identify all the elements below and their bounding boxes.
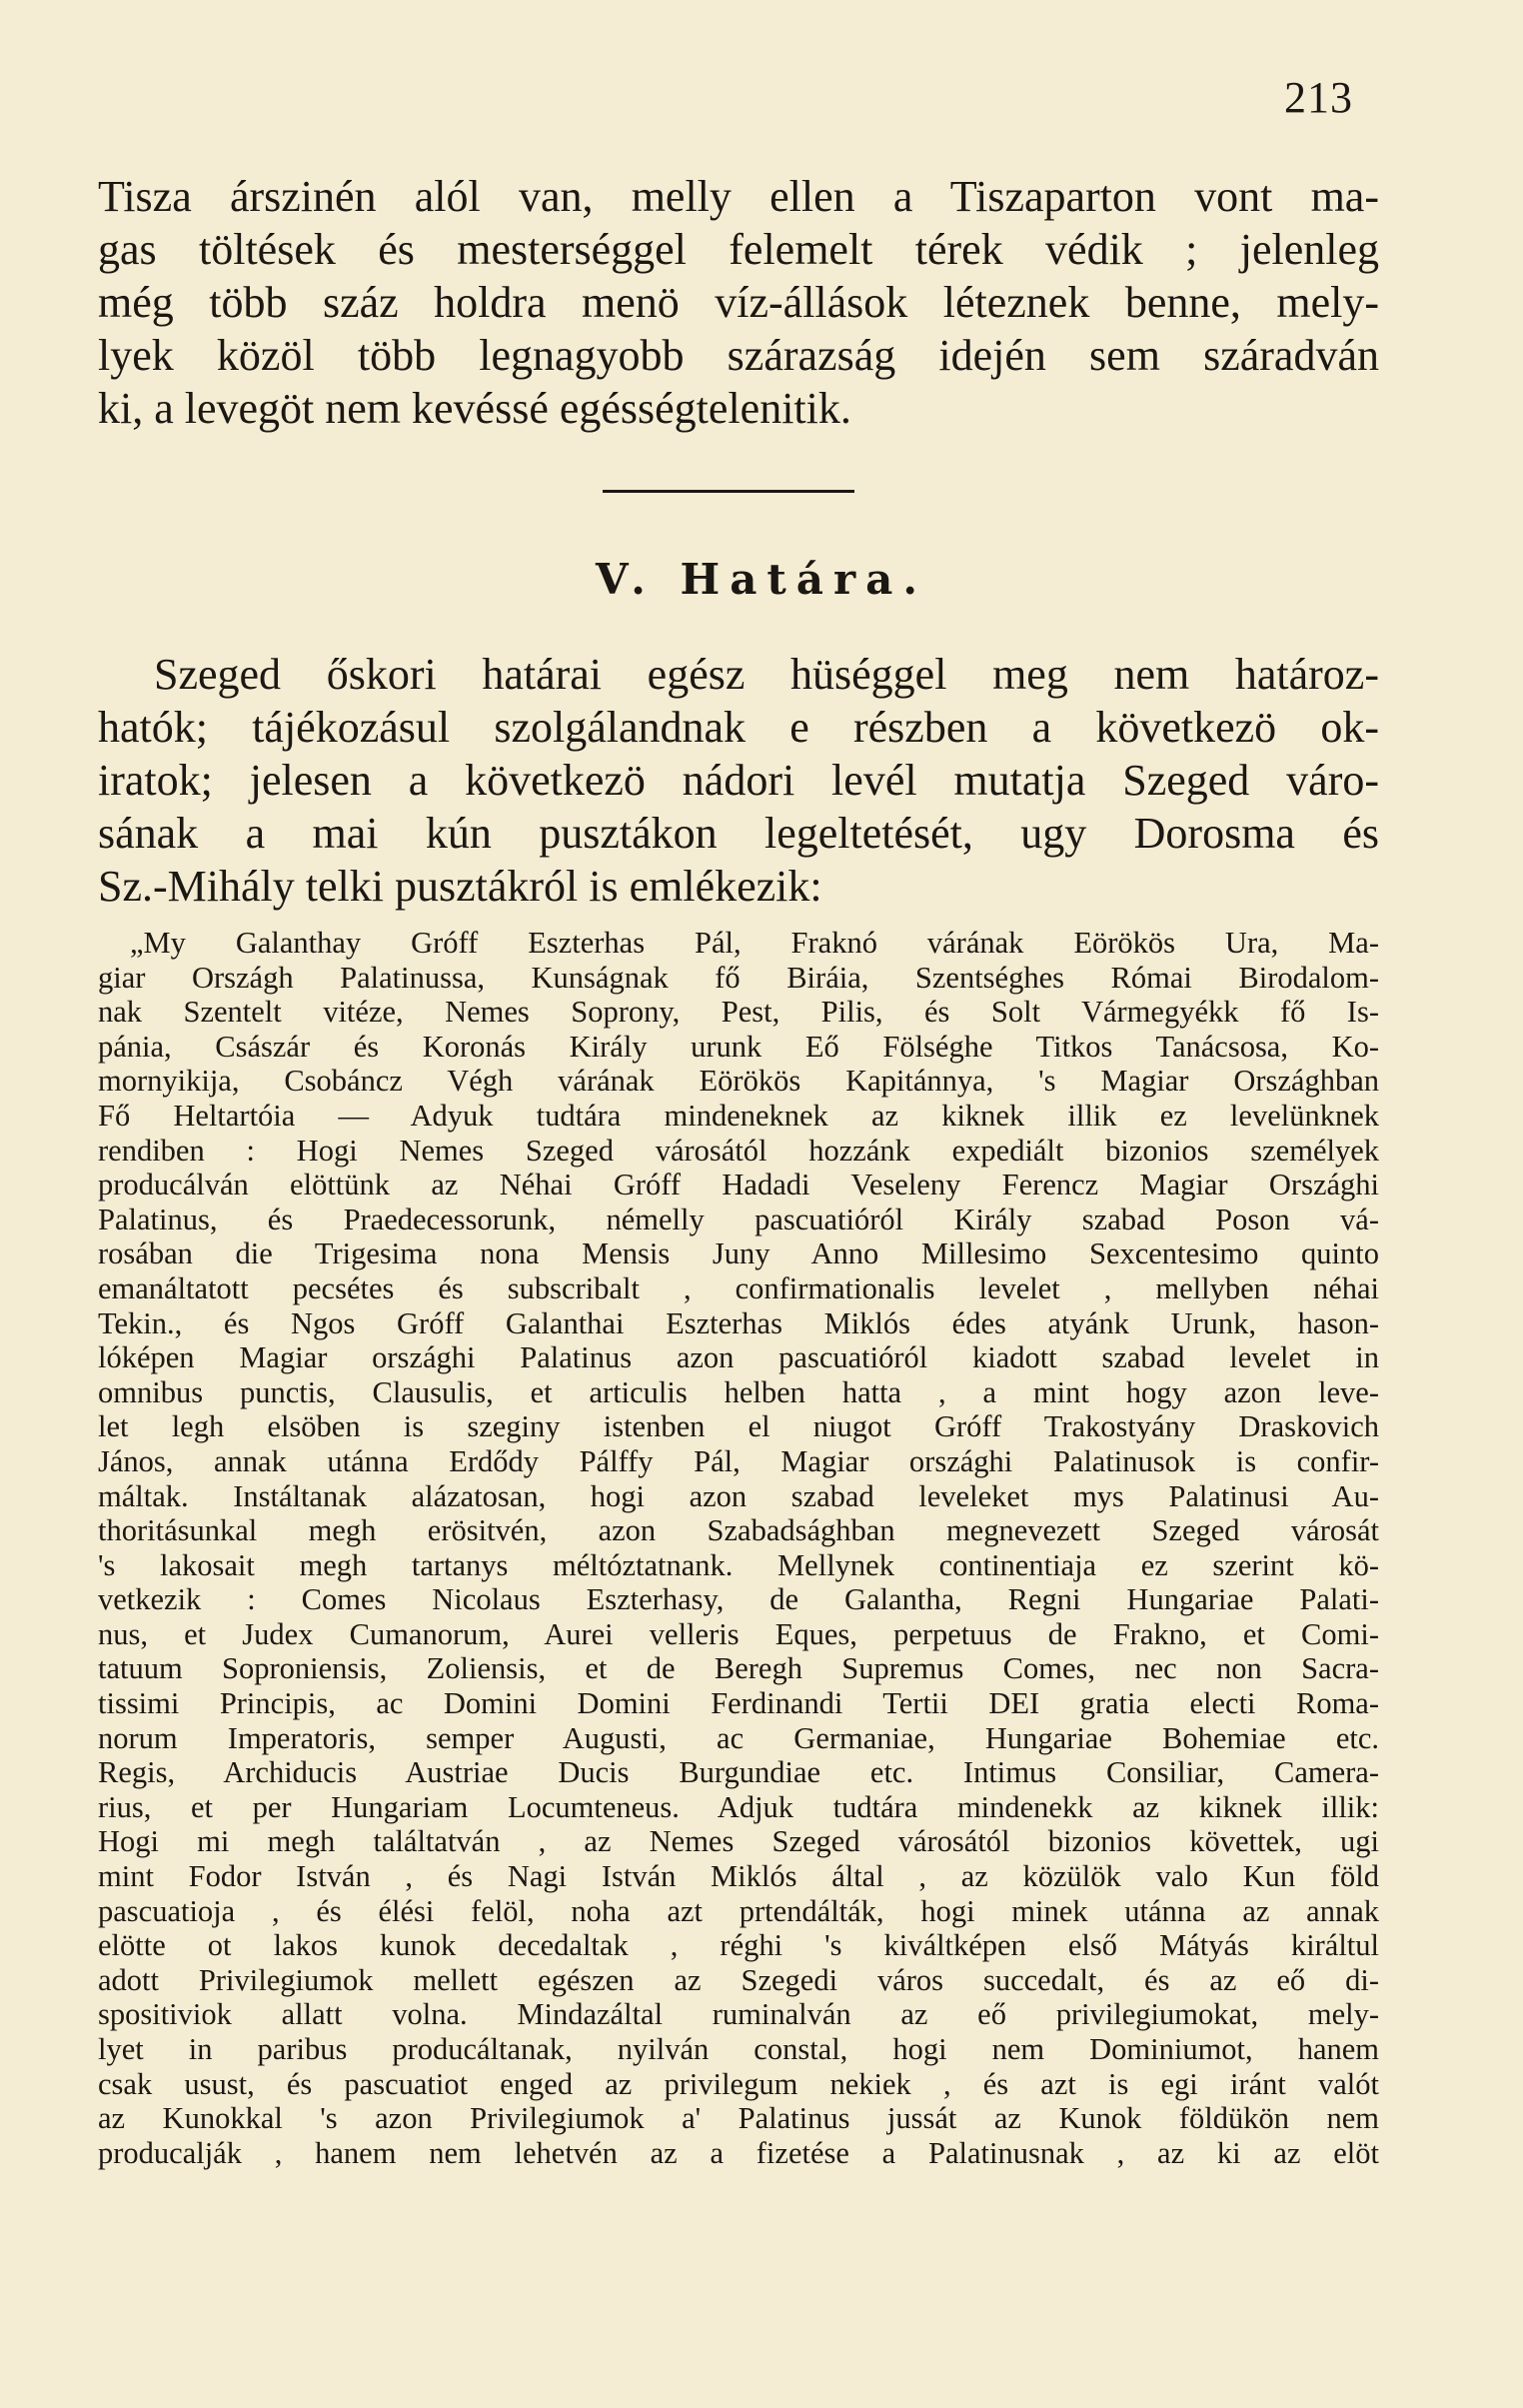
quoted-letter-line: rendiben : Hogi Nemes Szeged városától hozzánk expediált bizonios személyek [98, 1133, 1379, 1168]
quoted-letter-line: emanáltatott pecsétes és subscribalt , confirmationalis levelet , mellyben néhai [98, 1270, 1379, 1305]
quoted-letter-line: giar Országh Palatinussa, Kunságnak fő Biráia, Szentséghes Római Birodalom- [98, 960, 1379, 995]
quoted-letter-line: az Kunokkal 's azon Privilegiumok a' Palatinus jussát az Kunok földükön nem [98, 2101, 1379, 2136]
paragraph-2-line: hatók; tájékozásul szolgálandnak e részben a következö ok- [98, 703, 1379, 752]
quoted-letter-line: spositiviok allatt volna. Mindazáltal ruminalván az eő privilegiumokat, mely- [98, 1997, 1379, 2032]
paragraph-1-line: gas töltések és mesterséggel felemelt térek védik ; jelenleg [98, 225, 1379, 274]
quoted-letter-line: norum Imperatoris, semper Augusti, ac Germaniae, Hungariae Bohemiae etc. [98, 1720, 1379, 1755]
quoted-letter-line: „My Galanthay Gróff Eszterhas Pál, Fraknó várának Eörökös Ura, Ma- [130, 926, 1379, 960]
paragraph-1 [98, 170, 1379, 435]
quoted-letter-line: rius, et per Hungariam Locumteneus. Adjuk tudtára mindenekk az kiknek illik: [98, 1789, 1379, 1824]
quoted-letter-line: let legh elsöben is szeginy istenben el niugot Gróff Trakostyány Draskovich [98, 1409, 1379, 1444]
quoted-letter-line: nak Szentelt vitéze, Nemes Soprony, Pest, Pilis, és Solt Vármegyékk fő Is- [98, 995, 1379, 1030]
paragraph-2-line: Sz.-Mihály telki pusztákról is emlékezik: [98, 862, 822, 911]
quoted-letter-line: vetkezik : Comes Nicolaus Eszterhasy, de Galantha, Regni Hungariae Palati- [98, 1582, 1379, 1617]
quoted-letter-line: Palatinus, és Praedecessorunk, némelly pascuatióról Király szabad Poson vá- [98, 1202, 1379, 1236]
quoted-letter-line: 's lakosait megh tartanys méltóztatnank. Mellynek continentiaja ez szerint kö- [98, 1547, 1379, 1582]
paragraph-1-line: lyek közöl több legnagyobb szárazság idején sem száradván [98, 331, 1379, 380]
quoted-letter-line: elötte ot lakos kunok decedaltak , réghi 's kiváltképen első Mátyás királtul [98, 1928, 1379, 1963]
quoted-letter-line: nus, et Judex Cumanorum, Aurei velleris Eques, perpetuus de Frakno, et Comi- [98, 1616, 1379, 1651]
quoted-letter-line: mornyikija, Csobáncz Végh várának Eörökös Kapitánnya, 's Magiar Országhban [98, 1064, 1379, 1099]
paragraph-2-line: iratok; jelesen a következö nádori levél mutatja Szeged váro- [98, 756, 1379, 805]
section-divider-rule [603, 490, 854, 493]
quoted-letter-line: lyet in paribus producáltanak, nyilván constal, hogi nem Dominiumot, hanem [98, 2032, 1379, 2066]
paragraph-2-line: Szeged őskori határai egész hüséggel meg nem határoz- [154, 650, 1379, 699]
paragraph-1-line: Tisza árszinén alól van, melly ellen a Tiszaparton vont ma- [98, 172, 1379, 221]
quoted-letter-line: producálván elöttünk az Néhai Gróff Hadadi Veseleny Ferencz Magiar Országhi [98, 1168, 1379, 1203]
quoted-letter-line: adott Privilegiumok mellett egészen az Szegedi város succedalt, és az eő di- [98, 1962, 1379, 1997]
paragraph-1-line: ki, a levegöt nem kevéssé egésségtelenitik. [98, 384, 851, 433]
quoted-letter-line: máltak. Instáltanak alázatosan, hogi azon szabad leveleket mys Palatinusi Au- [98, 1478, 1379, 1513]
paragraph-2-line: sának a mai kún pusztákon legeltetését, ugy Dorosma és [98, 809, 1379, 858]
quoted-letter-line: pánia, Császár és Koronás Király urunk Eő Fölséghe Titkos Tanácsosa, Ko- [98, 1029, 1379, 1064]
quoted-letter-line: thoritásunkal megh erösitvén, azon Szabadsághban megnevezett Szeged városát [98, 1513, 1379, 1548]
quoted-letter-line: Tekin., és Ngos Gróff Galanthai Eszterhas Miklós édes atyánk Urunk, hason- [98, 1305, 1379, 1340]
paragraph-1-line: még több száz holdra menö víz-állások léteznek benne, mely- [98, 278, 1379, 327]
quoted-letter-line: omnibus punctis, Clausulis, et articulis helben hatta , a mint hogy azon leve- [98, 1374, 1379, 1409]
quoted-letter-line: pascuatioja , és élési felöl, noha azt prtendálták, hogi minek utánna az annak [98, 1893, 1379, 1928]
quoted-letter-line: tatuum Soproniensis, Zoliensis, et de Beregh Supremus Comes, nec non Sacra- [98, 1651, 1379, 1686]
page-number: 213 [1284, 73, 1353, 122]
quoted-letter-line: tissimi Principis, ac Domini Domini Ferdinandi Tertii DEI gratia electi Roma- [98, 1686, 1379, 1721]
quoted-letter-line: rosában die Trigesima nona Mensis Juny Anno Millesimo Sexcentesimo quinto [98, 1236, 1379, 1271]
quoted-letter-line: lóképen Magiar országhi Palatinus azon pascuatióról kiadott szabad levelet in [98, 1340, 1379, 1375]
section-heading: V. Határa. [596, 555, 927, 604]
quoted-letter-line: mint Fodor István , és Nagi István Miklós által , az közülök valo Kun föld [98, 1859, 1379, 1894]
quoted-letter-line: János, annak utánna Erdődy Pálffy Pál, Magiar országhi Palatinusok is confir- [98, 1443, 1379, 1478]
quoted-letter [98, 926, 1379, 2170]
quoted-letter-line: csak usust, és pascuatiot enged az privilegum nekiek , és azt is egi iránt valót [98, 2066, 1379, 2101]
quoted-letter-line: Regis, Archiducis Austriae Ducis Burgundiae etc. Intimus Consiliar, Camera- [98, 1755, 1379, 1790]
quoted-letter-line: Hogi mi megh találtatván , az Nemes Szeged városától bizonios követtek, ugi [98, 1824, 1379, 1859]
paragraph-2 [98, 648, 1379, 913]
quoted-letter-line: producalják , hanem nem lehetvén az a fizetése a Palatinusnak , az ki az elöt [98, 2135, 1379, 2170]
quoted-letter-line: Fő Heltartóia — Adyuk tudtára mindeneknek az kiknek illik ez levelünknek [98, 1098, 1379, 1133]
